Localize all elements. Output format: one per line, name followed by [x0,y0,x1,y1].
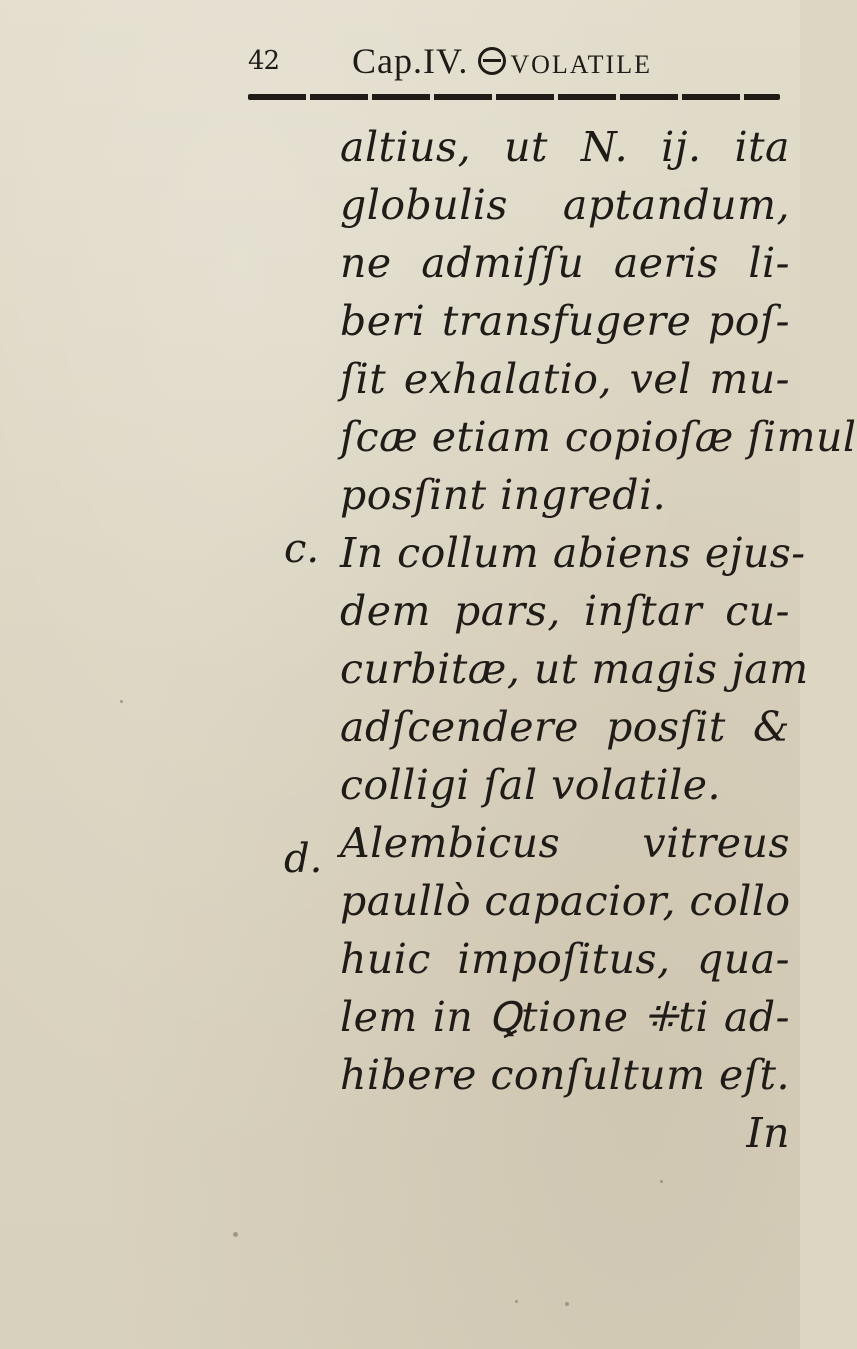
text-line: huic impoſitus, qua- [340,935,790,983]
text-line: curbitæ, ut magis jam [340,645,809,693]
text-line: ſcæ etiam copioſæ ſimul [340,413,857,461]
paper-speck [233,1232,238,1237]
salt-alchemical-symbol-icon [478,47,506,75]
margin-marker-d: d. [284,836,323,882]
text-line: colligi ſal volatile. [340,761,722,809]
text-line: globulis aptandum, [340,181,790,229]
running-head-title [352,40,652,82]
paper-speck [515,1300,518,1303]
text-line: posſint ingredi. [340,471,667,519]
catchword: In [746,1109,790,1157]
text-line: ne admiſſu aeris li- [340,239,790,287]
paper-speck [660,1180,663,1183]
header-rule [248,94,780,100]
text-line: beri transfugere poſ- [340,297,790,345]
text-line: adſcendere posſit & [340,703,790,751]
text-line: altius, ut N. ij. ita [340,123,790,171]
chapter-label: Cap.IV. [352,41,469,81]
paper-speck [120,700,123,703]
text-line: dem pars, inſtar cu- [340,587,790,635]
running-header [248,40,788,90]
margin-marker-c: c. [284,526,320,572]
text-line: hibere conſultum eſt. [340,1051,790,1099]
text-line: lem in Ꝗtione ⁜ti ad- [340,993,790,1041]
page-number: 42 [248,46,280,76]
text-line: Alembicus vitreus [340,819,790,867]
paper-speck [565,1302,569,1306]
text-line: paullò capacior, collo [340,877,791,925]
text-line: ſit exhalatio, vel mu- [340,355,790,403]
body-text [340,118,857,1162]
text-line: In collum abiens ejus- [340,529,806,577]
subject-label: VOLATILE [510,50,652,79]
